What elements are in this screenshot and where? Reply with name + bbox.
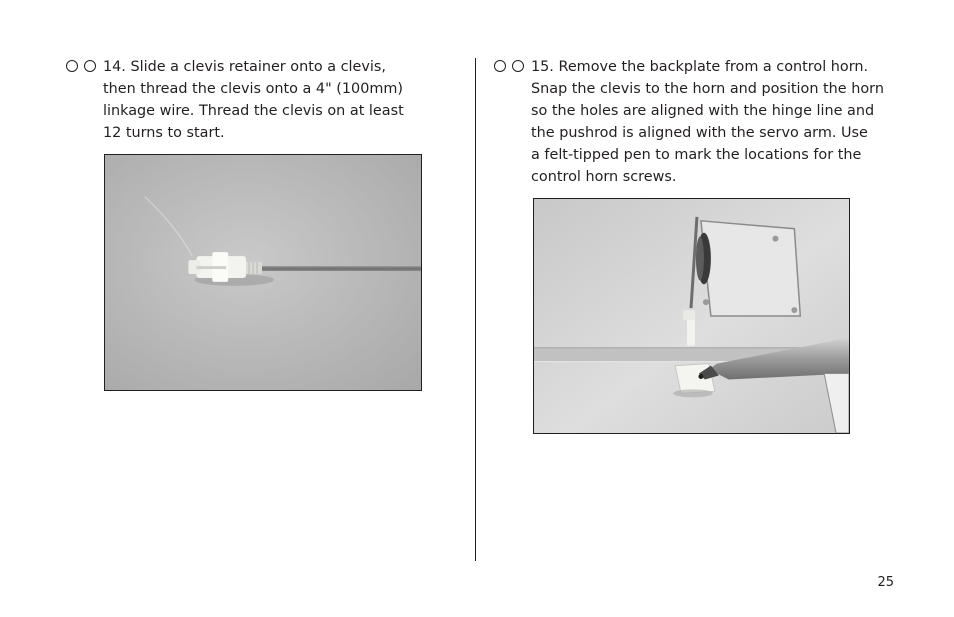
page-number: 25 xyxy=(877,575,894,590)
circle-checkbox-icon[interactable] xyxy=(494,60,506,72)
step-15 xyxy=(494,56,884,188)
control-horn-photo-image xyxy=(534,199,849,433)
step-14-text-line-4: 12 turns to start. xyxy=(103,125,225,141)
step-14-text-line-3: linkage wire. Thread the clevis on at least xyxy=(103,103,404,119)
step-14 xyxy=(66,56,404,144)
step-15-number: 15. xyxy=(531,59,554,75)
step-15-text-line-3: so the holes are aligned with the hinge line and xyxy=(531,103,875,119)
step-14-text-line-2: then thread the clevis onto a 4" (100mm) xyxy=(103,81,404,97)
clevis-photo-image xyxy=(105,155,421,390)
step-15-text-line-1: Remove the backplate from a control horn. xyxy=(558,59,869,75)
circle-checkbox-icon[interactable] xyxy=(66,60,78,72)
clevis-photo xyxy=(104,154,422,391)
step-15-first-line xyxy=(494,56,884,78)
step-15-text-line-4: the pushrod is aligned with the servo arm. Use xyxy=(531,125,868,141)
control-horn-photo xyxy=(533,198,850,434)
step-14-number: 14. xyxy=(103,59,126,75)
column-divider xyxy=(475,58,476,561)
step-15-text-line-2: Snap the clevis to the horn and position the horn xyxy=(531,81,884,97)
step-14-first-line xyxy=(66,56,404,78)
circle-checkbox-icon[interactable] xyxy=(84,60,96,72)
step-15-text-line-6: control horn screws. xyxy=(531,169,677,185)
step-15-text-line-5: a felt-tipped pen to mark the locations for the xyxy=(531,147,862,163)
circle-checkbox-icon[interactable] xyxy=(512,60,524,72)
step-14-text-line-1: Slide a clevis retainer onto a clevis, xyxy=(130,59,386,75)
